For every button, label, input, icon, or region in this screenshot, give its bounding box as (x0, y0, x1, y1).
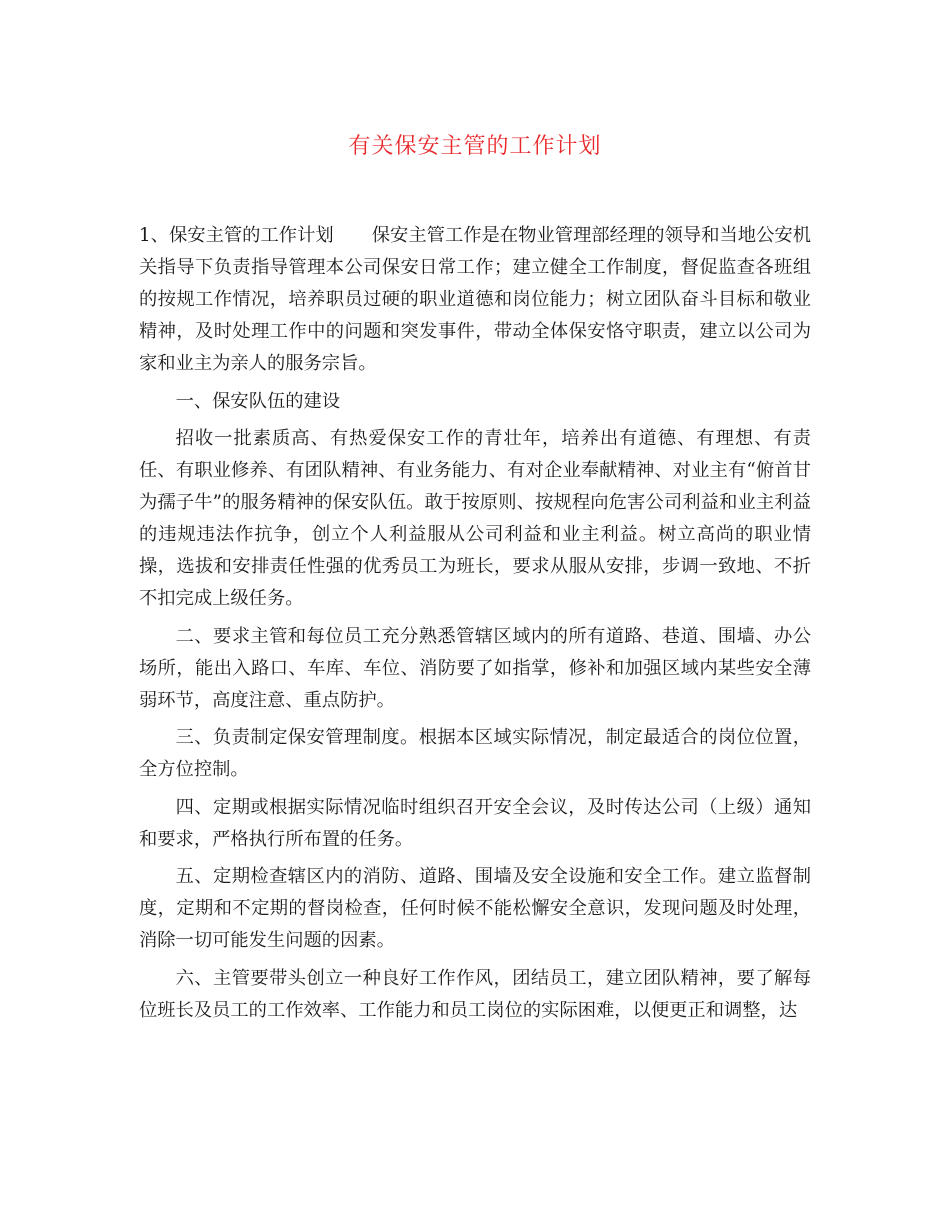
paragraph-management-system: 三、负责制定保安管理制度。根据本区域实际情况，制定最适合的岗位位置，全方位控制。 (139, 727, 811, 780)
document-body (139, 220, 811, 1032)
paragraph-inspections: 五、定期检查辖区内的消防、道路、围墙及安全设施和安全工作。建立监督制度，定期和不定期的督岗检查，任何时候不能松懈安全意识，发现问题及时处理，消除一切可能发生问题的因素。 (139, 866, 811, 951)
intro-paragraph (139, 220, 811, 380)
paragraph-safety-meetings: 四、定期或根据实际情况临时组织召开安全会议，及时传达公司（上级）通知和要求，严格执行所布置的任务。 (139, 796, 811, 850)
paragraph-recruitment: 招收一批素质高、有热爱保安工作的青壮年，培养出有道德、有理想、有责任、有职业修养、有团队精神、有业务能力、有对企业奉献精神、对业主有“俯首甘为孺子牛”的服务精神的保安队伍。敢于按原则、按规程向危害公司利益和业主利益的违规违法作抗争，创立个人利益服从公司利益和业主利益。树立高尚的职业情操，选拔和安排责任性强的优秀员工为班长，要求从服从安排，步调一致地、不折不扣完成上级任务。 (139, 428, 811, 609)
intro-heading: 1、保安主管的工作计划 (139, 225, 334, 246)
section-heading-1: 一、保安队伍的建设 (175, 390, 341, 412)
paragraph-area-familiarity: 二、要求主管和每位员工充分熟悉管辖区域内的所有道路、巷道、围墙、办公场所，能出入路口、车库、车位、消防要了如指掌，修补和加强区域内某些安全薄弱环节，高度注意、重点防护。 (139, 625, 811, 711)
document-title: 有关保安主管的工作计划 (348, 134, 602, 159)
intro-text: 保安主管工作是在物业管理部经理的领导和当地公安机关指导下负责指导管理本公司保安日常工作；建立健全工作制度，督促监查各班组的按规工作情况，培养职员过硬的职业道德和岗位能力；树立团队奋斗目标和敬业精神，及时处理工作中的问题和突发事件，带动全体保安恪守职责，建立以公司为家和业主为亲人的服务宗旨。 (139, 225, 811, 374)
paragraph-work-style: 六、主管要带头创立一种良好工作作风，团结员工，建立团队精神，要了解每位班长及员工的工作效率、工作能力和员工岗位的实际困难，以便更正和调整，达 (139, 967, 811, 1021)
